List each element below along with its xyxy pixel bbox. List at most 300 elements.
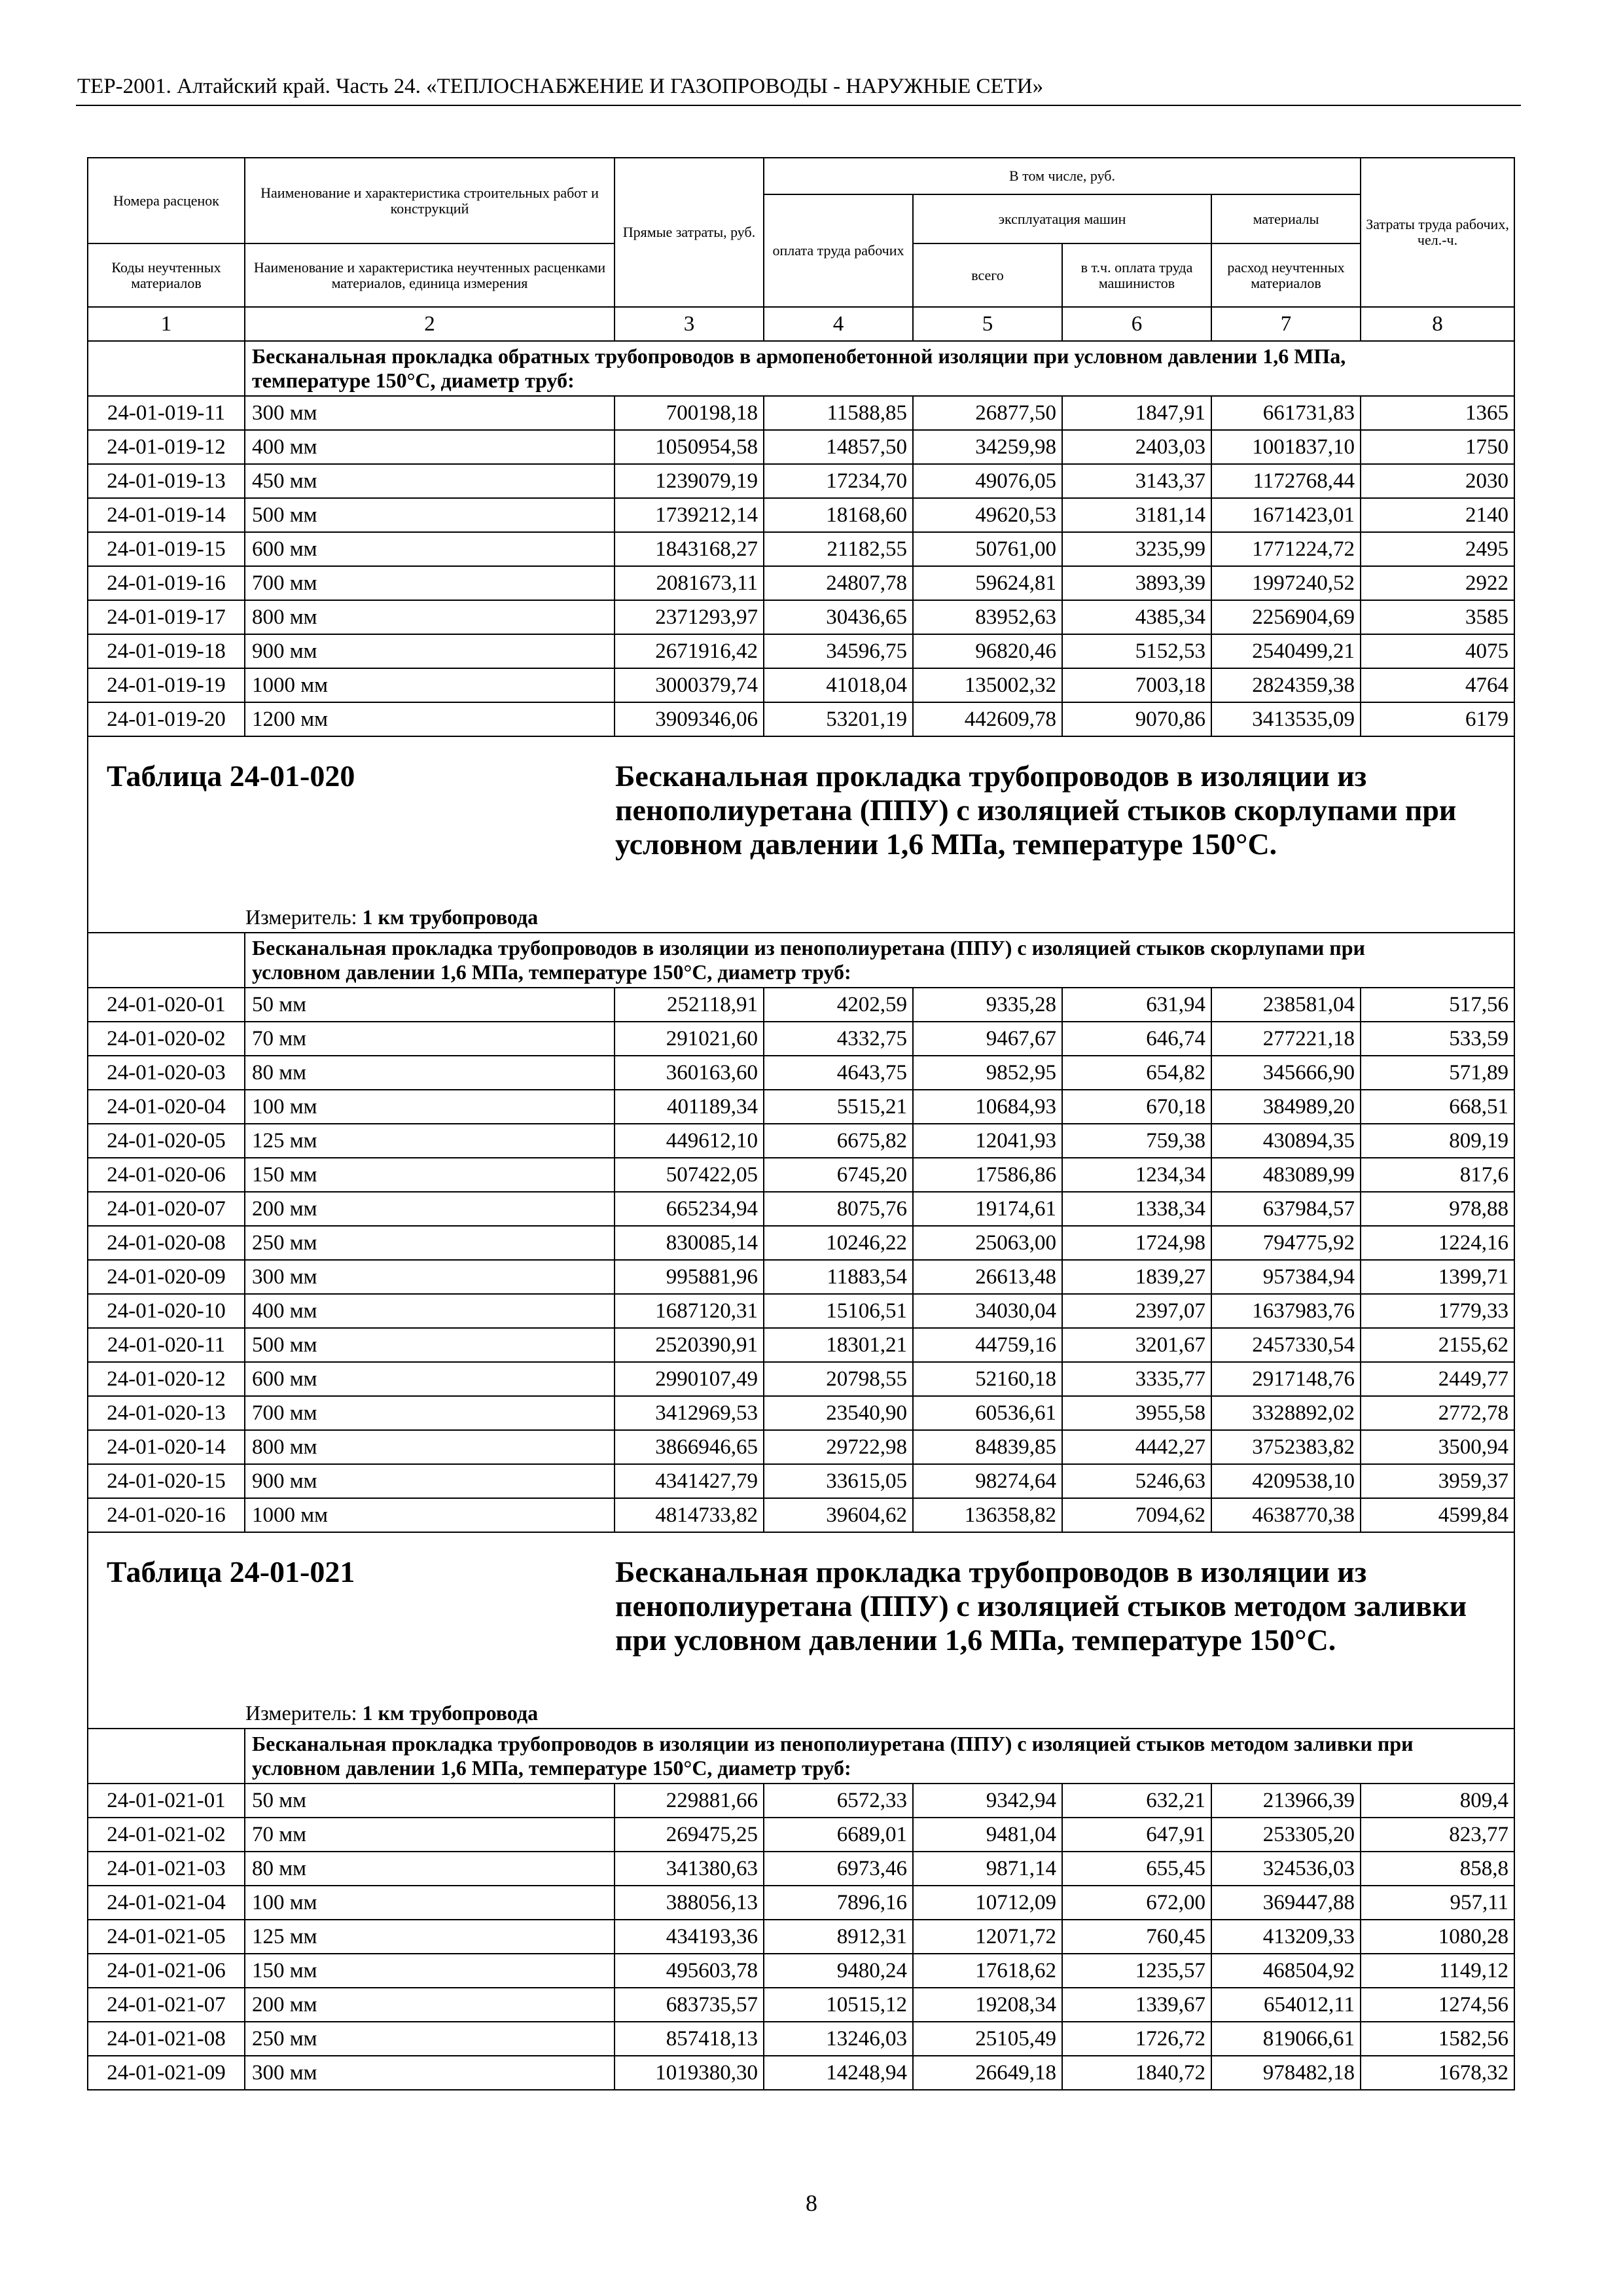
machinist-wages: 672,00 (1062, 1886, 1211, 1920)
worker-wages: 6689,01 (764, 1818, 913, 1852)
worker-wages: 21182,55 (764, 532, 913, 566)
pipe-diameter: 125 мм (245, 1920, 615, 1954)
materials-cost: 1997240,52 (1211, 566, 1361, 600)
rate-code: 24-01-020-04 (88, 1090, 245, 1124)
table-row (88, 2056, 1514, 2090)
direct-cost: 434193,36 (615, 1920, 764, 1954)
worker-wages: 14248,94 (764, 2056, 913, 2090)
direct-cost: 1739212,14 (615, 498, 764, 532)
pipe-diameter: 50 мм (245, 988, 615, 1022)
machinist-wages: 760,45 (1062, 1920, 1211, 1954)
rate-code: 24-01-020-05 (88, 1124, 245, 1158)
machine-cost: 83952,63 (913, 600, 1062, 634)
labor-hours: 1149,12 (1361, 1954, 1514, 1988)
direct-cost: 252118,91 (615, 988, 764, 1022)
machinist-wages: 5152,53 (1062, 634, 1211, 668)
labor-hours: 823,77 (1361, 1818, 1514, 1852)
materials-cost: 1671423,01 (1211, 498, 1361, 532)
machinist-wages: 3955,58 (1062, 1396, 1211, 1430)
section-description: Бесканальная прокладка обратных трубопроводов в армопенобетонной изоляции при условном давлении 1,6 МПа, температуре 150°С, диаметр труб: (245, 341, 1514, 396)
pipe-diameter: 80 мм (245, 1056, 615, 1090)
labor-hours: 2030 (1361, 464, 1514, 498)
direct-cost: 1843168,27 (615, 532, 764, 566)
rate-code: 24-01-020-03 (88, 1056, 245, 1090)
worker-wages: 4202,59 (764, 988, 913, 1022)
materials-cost: 2457330,54 (1211, 1328, 1361, 1362)
rate-code: 24-01-020-12 (88, 1362, 245, 1396)
rate-code: 24-01-019-17 (88, 600, 245, 634)
machinist-wages: 670,18 (1062, 1090, 1211, 1124)
direct-cost: 360163,60 (615, 1056, 764, 1090)
direct-cost: 700198,18 (615, 396, 764, 430)
machinist-wages: 9070,86 (1062, 702, 1211, 736)
labor-hours: 1274,56 (1361, 1988, 1514, 2022)
machine-cost: 9871,14 (913, 1852, 1062, 1886)
section-description: Бесканальная прокладка трубопроводов в изоляции из пенополиуретана (ППУ) с изоляцией стыков скорлупами при условном давлении 1,6 МПа, температуре 150°С, диаметр труб: (245, 933, 1514, 988)
machinist-wages: 654,82 (1062, 1056, 1211, 1090)
worker-wages: 15106,51 (764, 1294, 913, 1328)
measure-value: 1 км трубопровода (362, 905, 539, 929)
materials-cost: 3752383,82 (1211, 1430, 1361, 1464)
pipe-diameter: 80 мм (245, 1852, 615, 1886)
worker-wages: 10515,12 (764, 1988, 913, 2022)
machine-cost: 50761,00 (913, 532, 1062, 566)
rate-code: 24-01-021-05 (88, 1920, 245, 1954)
labor-hours: 6179 (1361, 702, 1514, 736)
machine-cost: 96820,46 (913, 634, 1062, 668)
machinist-wages: 2403,03 (1062, 430, 1211, 464)
labor-hours: 957,11 (1361, 1886, 1514, 1920)
machinist-wages: 1338,34 (1062, 1192, 1211, 1226)
table-row (88, 1784, 1514, 1818)
pipe-diameter: 450 мм (245, 464, 615, 498)
rate-code: 24-01-019-15 (88, 532, 245, 566)
table-label: Таблица 24-01-020 (107, 759, 355, 793)
labor-hours: 571,89 (1361, 1056, 1514, 1090)
materials-cost: 819066,61 (1211, 2022, 1361, 2056)
pipe-diameter: 200 мм (245, 1988, 615, 2022)
direct-cost: 229881,66 (615, 1784, 764, 1818)
labor-hours: 1365 (1361, 396, 1514, 430)
labor-hours: 2155,62 (1361, 1328, 1514, 1362)
worker-wages: 6572,33 (764, 1784, 913, 1818)
materials-cost: 369447,88 (1211, 1886, 1361, 1920)
machinist-wages: 647,91 (1062, 1818, 1211, 1852)
table-row (88, 1260, 1514, 1294)
labor-hours: 1080,28 (1361, 1920, 1514, 1954)
measure-unit (245, 1700, 538, 1725)
labor-hours: 1750 (1361, 430, 1514, 464)
direct-cost: 1239079,19 (615, 464, 764, 498)
table-row (88, 532, 1514, 566)
pipe-diameter: 200 мм (245, 1192, 615, 1226)
header-name-top: Наименование и характеристика строительных работ и конструкций (245, 158, 615, 243)
pipe-diameter: 300 мм (245, 2056, 615, 2090)
worker-wages: 10246,22 (764, 1226, 913, 1260)
worker-wages: 20798,55 (764, 1362, 913, 1396)
table-row (88, 1920, 1514, 1954)
table-row (88, 430, 1514, 464)
machine-cost: 44759,16 (913, 1328, 1062, 1362)
machinist-wages: 3143,37 (1062, 464, 1211, 498)
pipe-diameter: 400 мм (245, 430, 615, 464)
rate-code: 24-01-020-13 (88, 1396, 245, 1430)
rate-code: 24-01-021-04 (88, 1886, 245, 1920)
column-number: 7 (1211, 307, 1361, 341)
machine-cost: 59624,81 (913, 566, 1062, 600)
machinist-wages: 4442,27 (1062, 1430, 1211, 1464)
direct-cost: 4341427,79 (615, 1464, 764, 1498)
worker-wages: 7896,16 (764, 1886, 913, 1920)
direct-cost: 3909346,06 (615, 702, 764, 736)
header-incl-wages: в т.ч. оплата труда машинистов (1062, 243, 1211, 307)
column-number: 4 (764, 307, 913, 341)
worker-wages: 34596,75 (764, 634, 913, 668)
rate-code: 24-01-019-19 (88, 668, 245, 702)
table-label: Таблица 24-01-021 (107, 1555, 355, 1588)
table-row (88, 1226, 1514, 1260)
machinist-wages: 759,38 (1062, 1124, 1211, 1158)
machinist-wages: 3893,39 (1062, 566, 1211, 600)
price-table (87, 157, 1515, 2090)
rate-code: 24-01-021-07 (88, 1988, 245, 2022)
machine-cost: 52160,18 (913, 1362, 1062, 1396)
machine-cost: 9852,95 (913, 1056, 1062, 1090)
rate-code: 24-01-020-02 (88, 1022, 245, 1056)
table-row (88, 1464, 1514, 1498)
worker-wages: 6745,20 (764, 1158, 913, 1192)
pipe-diameter: 150 мм (245, 1954, 615, 1988)
column-number: 3 (615, 307, 764, 341)
header-direct: Прямые затраты, руб. (615, 158, 764, 307)
column-number: 8 (1361, 307, 1514, 341)
worker-wages: 5515,21 (764, 1090, 913, 1124)
table-row (88, 1954, 1514, 1988)
direct-cost: 1687120,31 (615, 1294, 764, 1328)
table-row (88, 1818, 1514, 1852)
machine-cost: 9335,28 (913, 988, 1062, 1022)
direct-cost: 388056,13 (615, 1886, 764, 1920)
machine-cost: 12041,93 (913, 1124, 1062, 1158)
direct-cost: 269475,25 (615, 1818, 764, 1852)
materials-cost: 2540499,21 (1211, 634, 1361, 668)
materials-cost: 957384,94 (1211, 1260, 1361, 1294)
worker-wages: 18301,21 (764, 1328, 913, 1362)
machine-cost: 10712,09 (913, 1886, 1062, 1920)
worker-wages: 33615,05 (764, 1464, 913, 1498)
pipe-diameter: 125 мм (245, 1124, 615, 1158)
direct-cost: 341380,63 (615, 1852, 764, 1886)
rate-code: 24-01-021-01 (88, 1784, 245, 1818)
machine-cost: 442609,78 (913, 702, 1062, 736)
table-row (88, 1158, 1514, 1192)
labor-hours: 809,19 (1361, 1124, 1514, 1158)
worker-wages: 9480,24 (764, 1954, 913, 1988)
measure-label: Измеритель: (245, 905, 357, 929)
labor-hours: 1224,16 (1361, 1226, 1514, 1260)
direct-cost: 2520390,91 (615, 1328, 764, 1362)
materials-cost: 430894,35 (1211, 1124, 1361, 1158)
machinist-wages: 7003,18 (1062, 668, 1211, 702)
column-number: 2 (245, 307, 615, 341)
materials-cost: 654012,11 (1211, 1988, 1361, 2022)
direct-cost: 995881,96 (615, 1260, 764, 1294)
worker-wages: 53201,19 (764, 702, 913, 736)
worker-wages: 6675,82 (764, 1124, 913, 1158)
direct-cost: 2371293,97 (615, 600, 764, 634)
pipe-diameter: 100 мм (245, 1886, 615, 1920)
materials-cost: 468504,92 (1211, 1954, 1361, 1988)
machine-cost: 17586,86 (913, 1158, 1062, 1192)
header-wages: оплата труда рабочих (764, 194, 913, 307)
direct-cost: 4814733,82 (615, 1498, 764, 1532)
labor-hours: 1678,32 (1361, 2056, 1514, 2090)
machinist-wages: 1724,98 (1062, 1226, 1211, 1260)
worker-wages: 11883,54 (764, 1260, 913, 1294)
machine-cost: 136358,82 (913, 1498, 1062, 1532)
rate-code: 24-01-021-03 (88, 1852, 245, 1886)
rate-code: 24-01-020-09 (88, 1260, 245, 1294)
machinist-wages: 632,21 (1062, 1784, 1211, 1818)
table-row (88, 498, 1514, 532)
pipe-diameter: 100 мм (245, 1090, 615, 1124)
materials-cost: 2917148,76 (1211, 1362, 1361, 1396)
labor-hours: 2449,77 (1361, 1362, 1514, 1396)
table-row (88, 1124, 1514, 1158)
pipe-diameter: 300 мм (245, 1260, 615, 1294)
table-row (88, 1988, 1514, 2022)
materials-cost: 483089,99 (1211, 1158, 1361, 1192)
materials-cost: 277221,18 (1211, 1022, 1361, 1056)
direct-cost: 507422,05 (615, 1158, 764, 1192)
worker-wages: 8912,31 (764, 1920, 913, 1954)
machinist-wages: 1847,91 (1062, 396, 1211, 430)
measure-label: Измеритель: (245, 1701, 357, 1725)
direct-cost: 291021,60 (615, 1022, 764, 1056)
description-code-cell (88, 341, 245, 396)
materials-cost: 413209,33 (1211, 1920, 1361, 1954)
table-row (88, 668, 1514, 702)
table-title: Бесканальная прокладка трубопроводов в изоляции из пенополиуретана (ППУ) с изоляцией стыков скорлупами при условном давлении 1,6 МПа, температуре 150°С. (615, 759, 1457, 861)
labor-hours: 668,51 (1361, 1090, 1514, 1124)
machine-cost: 19174,61 (913, 1192, 1062, 1226)
table-row (88, 464, 1514, 498)
table-row (88, 566, 1514, 600)
header-including: В том числе, руб. (764, 158, 1361, 194)
pipe-diameter: 70 мм (245, 1022, 615, 1056)
labor-hours: 817,6 (1361, 1158, 1514, 1192)
materials-cost: 345666,90 (1211, 1056, 1361, 1090)
machine-cost: 84839,85 (913, 1430, 1062, 1464)
machine-cost: 9481,04 (913, 1818, 1062, 1852)
rate-code: 24-01-020-01 (88, 988, 245, 1022)
rate-code: 24-01-019-18 (88, 634, 245, 668)
table-row (88, 1498, 1514, 1532)
machine-cost: 9467,67 (913, 1022, 1062, 1056)
rate-code: 24-01-019-20 (88, 702, 245, 736)
rate-code: 24-01-021-06 (88, 1954, 245, 1988)
pipe-diameter: 500 мм (245, 498, 615, 532)
header-labor: Затраты труда рабочих, чел.-ч. (1361, 158, 1514, 307)
machinist-wages: 7094,62 (1062, 1498, 1211, 1532)
materials-cost: 1001837,10 (1211, 430, 1361, 464)
machine-cost: 26649,18 (913, 2056, 1062, 2090)
rate-code: 24-01-020-16 (88, 1498, 245, 1532)
rate-code: 24-01-021-02 (88, 1818, 245, 1852)
machine-cost: 12071,72 (913, 1920, 1062, 1954)
labor-hours: 809,4 (1361, 1784, 1514, 1818)
table-row (88, 1362, 1514, 1396)
column-number: 5 (913, 307, 1062, 341)
pipe-diameter: 250 мм (245, 1226, 615, 1260)
labor-hours: 517,56 (1361, 988, 1514, 1022)
rate-code: 24-01-019-11 (88, 396, 245, 430)
machinist-wages: 1234,34 (1062, 1158, 1211, 1192)
direct-cost: 683735,57 (615, 1988, 764, 2022)
pipe-diameter: 250 мм (245, 2022, 615, 2056)
worker-wages: 41018,04 (764, 668, 913, 702)
measure-unit (245, 905, 538, 929)
pipe-diameter: 400 мм (245, 1294, 615, 1328)
direct-cost: 2671916,42 (615, 634, 764, 668)
machine-cost: 60536,61 (913, 1396, 1062, 1430)
machine-cost: 19208,34 (913, 1988, 1062, 2022)
pipe-diameter: 50 мм (245, 1784, 615, 1818)
direct-cost: 3000379,74 (615, 668, 764, 702)
pipe-diameter: 500 мм (245, 1328, 615, 1362)
table-row (88, 396, 1514, 430)
rate-code: 24-01-020-06 (88, 1158, 245, 1192)
machinist-wages: 1726,72 (1062, 2022, 1211, 2056)
machine-cost: 26613,48 (913, 1260, 1062, 1294)
materials-cost: 2256904,69 (1211, 600, 1361, 634)
pipe-diameter: 70 мм (245, 1818, 615, 1852)
materials-cost: 978482,18 (1211, 2056, 1361, 2090)
worker-wages: 4332,75 (764, 1022, 913, 1056)
direct-cost: 3866946,65 (615, 1430, 764, 1464)
header-unaccounted: расход неучтенных материалов (1211, 243, 1361, 307)
header-materials: материалы (1211, 194, 1361, 243)
header-name-bottom: Наименование и характеристика неучтенных расценками материалов, единица измерения (245, 243, 615, 307)
materials-cost: 1771224,72 (1211, 532, 1361, 566)
materials-cost: 3328892,02 (1211, 1396, 1361, 1430)
table-row (88, 634, 1514, 668)
labor-hours: 858,8 (1361, 1852, 1514, 1886)
header-total: всего (913, 243, 1062, 307)
machine-cost: 9342,94 (913, 1784, 1062, 1818)
labor-hours: 3959,37 (1361, 1464, 1514, 1498)
machinist-wages: 631,94 (1062, 988, 1211, 1022)
direct-cost: 2990107,49 (615, 1362, 764, 1396)
machine-cost: 25063,00 (913, 1226, 1062, 1260)
materials-cost: 213966,39 (1211, 1784, 1361, 1818)
materials-cost: 384989,20 (1211, 1090, 1361, 1124)
machinist-wages: 646,74 (1062, 1022, 1211, 1056)
machine-cost: 26877,50 (913, 396, 1062, 430)
labor-hours: 533,59 (1361, 1022, 1514, 1056)
worker-wages: 29722,98 (764, 1430, 913, 1464)
rate-code: 24-01-020-08 (88, 1226, 245, 1260)
materials-cost: 2824359,38 (1211, 668, 1361, 702)
table-heading (88, 736, 1514, 933)
worker-wages: 6973,46 (764, 1852, 913, 1886)
pipe-diameter: 700 мм (245, 566, 615, 600)
rate-code: 24-01-019-14 (88, 498, 245, 532)
machinist-wages: 2397,07 (1062, 1294, 1211, 1328)
rate-code: 24-01-019-13 (88, 464, 245, 498)
machinist-wages: 3235,99 (1062, 532, 1211, 566)
pipe-diameter: 700 мм (245, 1396, 615, 1430)
rate-code: 24-01-020-14 (88, 1430, 245, 1464)
pipe-diameter: 600 мм (245, 1362, 615, 1396)
labor-hours: 1399,71 (1361, 1260, 1514, 1294)
machinist-wages: 3181,14 (1062, 498, 1211, 532)
table-row (88, 1022, 1514, 1056)
table-row (88, 988, 1514, 1022)
materials-cost: 794775,92 (1211, 1226, 1361, 1260)
machinist-wages: 1235,57 (1062, 1954, 1211, 1988)
header-codes-bottom: Коды неучтенных материалов (88, 243, 245, 307)
table-row (88, 1328, 1514, 1362)
worker-wages: 4643,75 (764, 1056, 913, 1090)
table-row (88, 600, 1514, 634)
rate-code: 24-01-020-07 (88, 1192, 245, 1226)
table-row (88, 1396, 1514, 1430)
labor-hours: 1779,33 (1361, 1294, 1514, 1328)
table-row (88, 1192, 1514, 1226)
machine-cost: 17618,62 (913, 1954, 1062, 1988)
direct-cost: 3412969,53 (615, 1396, 764, 1430)
worker-wages: 11588,85 (764, 396, 913, 430)
materials-cost: 4209538,10 (1211, 1464, 1361, 1498)
column-number: 6 (1062, 307, 1211, 341)
table-row (88, 1294, 1514, 1328)
worker-wages: 18168,60 (764, 498, 913, 532)
labor-hours: 2772,78 (1361, 1396, 1514, 1430)
machinist-wages: 4385,34 (1062, 600, 1211, 634)
pipe-diameter: 600 мм (245, 532, 615, 566)
rate-code: 24-01-020-10 (88, 1294, 245, 1328)
materials-cost: 637984,57 (1211, 1192, 1361, 1226)
rate-code: 24-01-020-15 (88, 1464, 245, 1498)
worker-wages: 23540,90 (764, 1396, 913, 1430)
labor-hours: 2922 (1361, 566, 1514, 600)
labor-hours: 4764 (1361, 668, 1514, 702)
labor-hours: 3585 (1361, 600, 1514, 634)
labor-hours: 2495 (1361, 532, 1514, 566)
materials-cost: 661731,83 (1211, 396, 1361, 430)
direct-cost: 665234,94 (615, 1192, 764, 1226)
machine-cost: 34259,98 (913, 430, 1062, 464)
machine-cost: 49076,05 (913, 464, 1062, 498)
machine-cost: 10684,93 (913, 1090, 1062, 1124)
machinist-wages: 1839,27 (1062, 1260, 1211, 1294)
pipe-diameter: 150 мм (245, 1158, 615, 1192)
rate-code: 24-01-021-08 (88, 2022, 245, 2056)
direct-cost: 857418,13 (615, 2022, 764, 2056)
materials-cost: 324536,03 (1211, 1852, 1361, 1886)
rate-code: 24-01-021-09 (88, 2056, 245, 2090)
worker-wages: 8075,76 (764, 1192, 913, 1226)
direct-cost: 401189,34 (615, 1090, 764, 1124)
labor-hours: 3500,94 (1361, 1430, 1514, 1464)
direct-cost: 2081673,11 (615, 566, 764, 600)
table-row (88, 1430, 1514, 1464)
pipe-diameter: 1000 мм (245, 668, 615, 702)
worker-wages: 24807,78 (764, 566, 913, 600)
table-row (88, 1090, 1514, 1124)
page-header: ТЕР-2001. Алтайский край. Часть 24. «ТЕПЛОСНАБЖЕНИЕ И ГАЗОПРОВОДЫ - НАРУЖНЫЕ СЕТИ» (77, 75, 1044, 98)
